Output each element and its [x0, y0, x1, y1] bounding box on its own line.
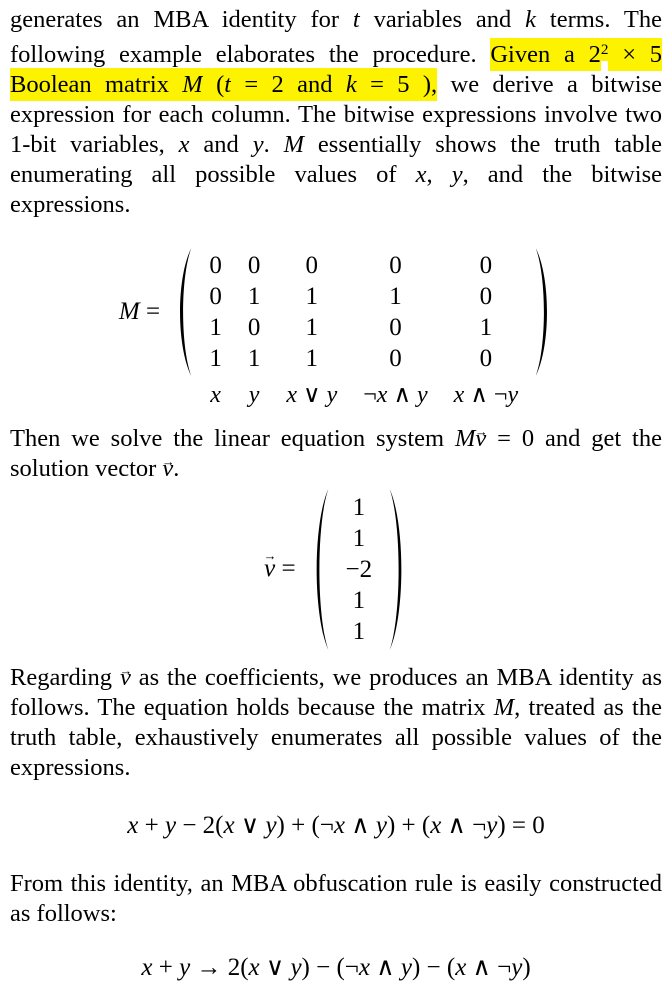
- matrix-cell: 0: [209, 282, 222, 310]
- matrix-M-display: [10, 250, 662, 408]
- vector-value: −2: [345, 555, 373, 583]
- matrix-cell: 1: [247, 282, 261, 310]
- matrix-left-paren: [174, 246, 194, 378]
- vector-right-paren: [386, 486, 408, 653]
- vector-value: 1: [352, 524, 366, 552]
- matrix-column-label: x ∧ ¬y: [453, 381, 519, 408]
- matrix-cell: 0: [479, 344, 493, 372]
- matrix-row: [196, 250, 531, 281]
- matrix-column-label: x: [210, 381, 221, 408]
- matrix-cell: 0: [479, 251, 493, 279]
- matrix-cell: 1: [479, 313, 493, 341]
- matrix-column-label: y: [248, 381, 260, 408]
- paragraph-intro: generates an MBA identity for t variables and k terms. The following example elaborates the procedure. Given a $2^2 \times 5$ Boolean matrix M (t = 2 and k = 5 ), we derive a bitwise expression for each column. The bitwise expressions involve two 1-bit variables, x and y. M essentially shows the truth table enumerating all possible values of x, y, and the bitwise expressions.: [10, 6, 663, 218]
- matrix-lhs: M =: [118, 297, 167, 325]
- matrix-cell: 1: [305, 344, 319, 372]
- matrix-cell: 0: [389, 251, 402, 279]
- matrix-cell: 0: [389, 344, 402, 372]
- vector-lhs: v → =: [264, 555, 310, 583]
- matrix-cell: 1: [305, 282, 319, 310]
- matrix-right-paren: [533, 246, 553, 378]
- matrix-row: [196, 312, 531, 343]
- matrix-column-label: ¬x ∧ y: [363, 381, 428, 408]
- matrix-cell: 0: [209, 251, 222, 279]
- matrix-row: [196, 281, 531, 312]
- matrix-cell: 1: [389, 282, 402, 310]
- matrix-cell: 1: [305, 313, 319, 341]
- paragraph-solve: Then we solve the linear equation system Mv → = 0 and get the solution vector v →.: [10, 424, 662, 484]
- vector-value: 1: [352, 493, 366, 521]
- matrix-cell: 0: [247, 313, 261, 341]
- vector-left-paren: [310, 486, 332, 653]
- vector-value: 1: [352, 617, 366, 645]
- mba-obfuscation-rule-equation: x + y → 2(x ∨ y) − (¬x ∧ y) − (x ∧ ¬y): [141, 953, 531, 981]
- matrix-cell: 1: [247, 344, 261, 372]
- vector-v-display: [10, 486, 662, 653]
- matrix-cell: 0: [479, 282, 493, 310]
- paragraph-rule-intro: From this identity, an MBA obfuscation rule is easily constructed as follows:: [10, 869, 662, 927]
- paragraph-regarding: Regarding v → as the coefficients, we produces an MBA identity as follows. The equation holds because the matrix M, treated as the truth table, exhaustively enumerates all possible values of the expressions.: [10, 663, 662, 783]
- matrix-label-row: [196, 374, 531, 408]
- mba-identity-equation: x + y − 2(x ∨ y) + (¬x ∧ y) + (x ∧ ¬y) = 0: [127, 811, 545, 839]
- matrix-cell: 0: [389, 313, 402, 341]
- vector-values: [336, 492, 382, 647]
- matrix-column-label: x ∨ y: [286, 381, 338, 408]
- matrix-cell: 0: [247, 251, 261, 279]
- matrix-cell: 0: [305, 251, 319, 279]
- matrix-table: [196, 250, 531, 408]
- vector-value: 1: [352, 586, 366, 614]
- matrix-cell: 1: [209, 344, 222, 372]
- matrix-cell: 1: [209, 313, 222, 341]
- matrix-row: [196, 343, 531, 374]
